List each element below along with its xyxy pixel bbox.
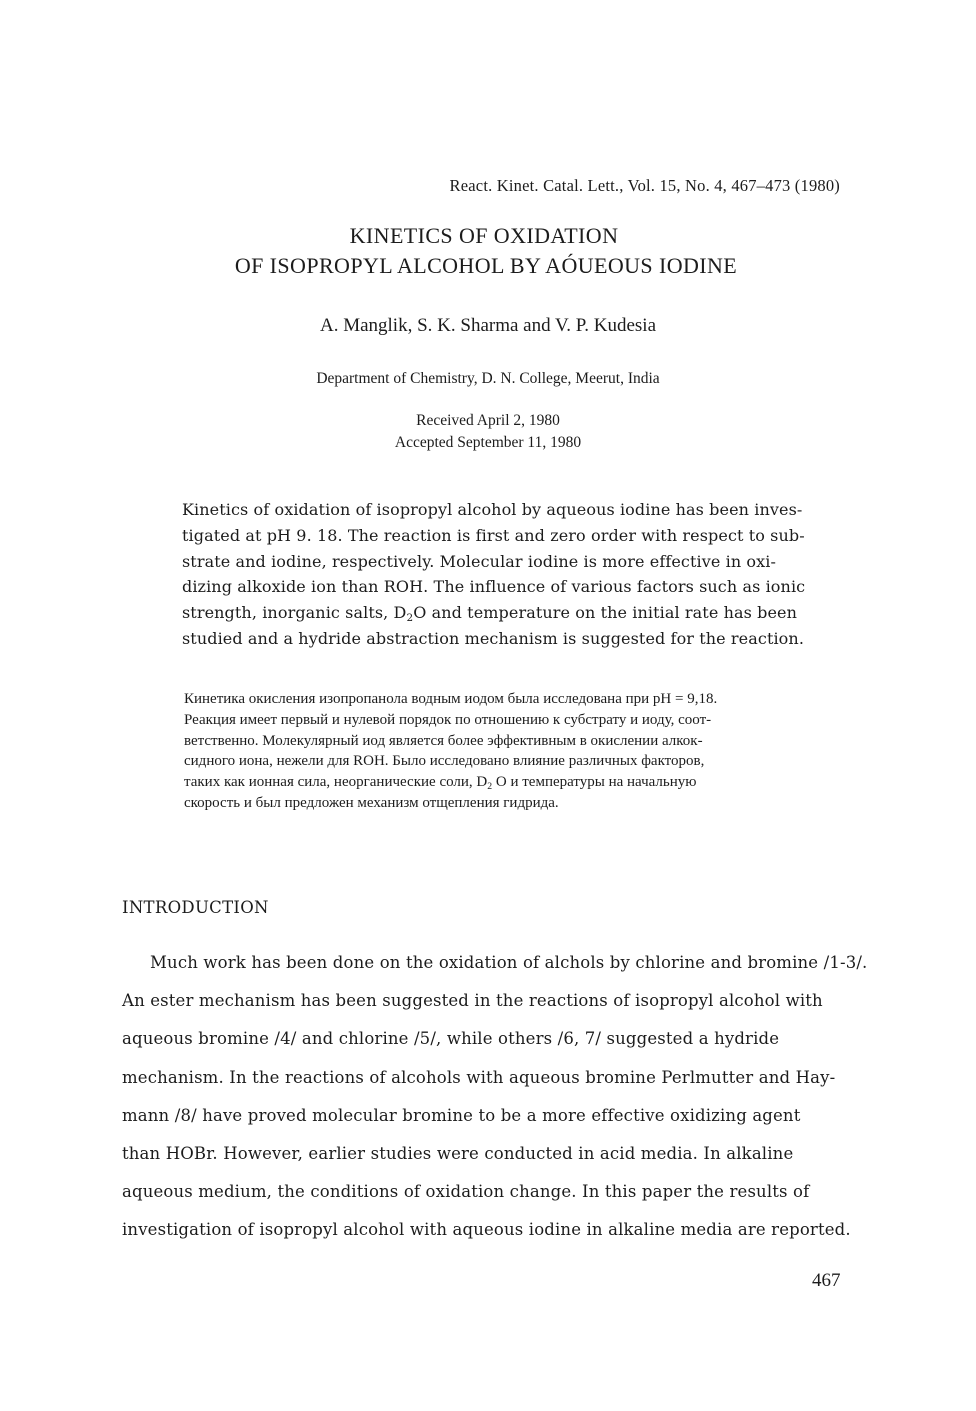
abstract-ru-text: O и температуры на начальную <box>492 774 697 791</box>
intro-line: Much work has been done on the oxidation of alchols by chlorine and bromine /1-3/. <box>150 953 868 972</box>
subscript: 2 <box>406 612 414 625</box>
article-title-line-2: OF ISOPROPYL ALCOHOL BY AÓUEOUS IODINE <box>234 253 738 278</box>
abstract-line: dizing alkoxide ion than ROH. The influence of various factors such as ionic <box>182 577 806 597</box>
author-list: A. Manglik, S. K. Sharma and V. P. Kudesia <box>319 315 657 336</box>
abstract-ru-line: Кинетика окисления изопропанола водным иодом была исследована при pH = 9,18. <box>184 691 718 707</box>
abstract-ru-line: ветственно. Молекулярный иод является более эффективным в окислении алкок- <box>184 732 703 749</box>
abstract-line <box>182 600 862 626</box>
abstract-text: strength, inorganic salts, D <box>182 603 407 623</box>
abstract-ru-line: Реакция имеет первый и нулевой порядок по отношению к субстрату и иоду, соот- <box>184 711 712 728</box>
intro-line: aqueous medium, the conditions of oxidation change. In this paper the results of <box>122 1182 810 1202</box>
intro-line: mechanism. In the reactions of alcohols with aqueous bromine Perlmutter and Hay- <box>122 1067 836 1087</box>
intro-line: than HOBr. However, earlier studies were conducted in acid media. In alkaline <box>122 1144 794 1164</box>
affiliation: Department of Chemistry, D. N. College, Meerut, India <box>316 370 660 387</box>
abstract-line: studied and a hydride abstraction mechanism is suggested for the reaction. <box>182 628 805 648</box>
abstract-ru-line <box>184 772 864 793</box>
intro-line: aqueous bromine /4/ and chlorine /5/, while others /6, 7/ suggested a hydride <box>122 1029 780 1049</box>
abstract-line: strate and iodine, respectively. Molecular iodine is more effective in oxi- <box>182 551 777 571</box>
accepted-date: Accepted September 11, 1980 <box>394 434 582 451</box>
subscript: 2 <box>487 781 493 793</box>
abstract-ru-line: сидного иона, нежели для ROH. Было исследовано влияние различных факторов, <box>184 753 705 770</box>
introduction-body <box>122 944 902 1250</box>
intro-line: mann /8/ have proved molecular bromine to be a more effective oxidizing agent <box>122 1105 801 1125</box>
journal-reference: React. Kinet. Catal. Lett., Vol. 15, No. 4, 467–473 (1980) <box>449 176 840 195</box>
abstract-russian <box>184 689 864 814</box>
intro-line: An ester mechanism has been suggested in the reactions of isopropyl alcohol with <box>122 991 823 1011</box>
intro-line: investigation of isopropyl alcohol with aqueous iodine in alkaline media are reported. <box>122 1220 851 1240</box>
article-title-line-1: KINETICS OF OXIDATION <box>349 223 619 248</box>
abstract-line: tigated at pH 9. 18. The reaction is first and zero order with respect to sub- <box>182 525 805 545</box>
abstract-line: Kinetics of oxidation of isopropyl alcohol by aqueous iodine has been inves- <box>182 500 803 519</box>
abstract-ru-text: таких как ионная сила, неорганические соли, D <box>184 774 488 791</box>
abstract-english <box>182 497 862 652</box>
page-number: 467 <box>812 1270 841 1291</box>
received-date: Received April 2, 1980 <box>416 412 560 429</box>
abstract-text: O and temperature on the initial rate has been <box>413 603 798 623</box>
abstract-ru-line: скорость и был предложен механизм отщепления гидрида. <box>184 794 559 811</box>
section-heading-introduction: INTRODUCTION <box>122 898 269 917</box>
